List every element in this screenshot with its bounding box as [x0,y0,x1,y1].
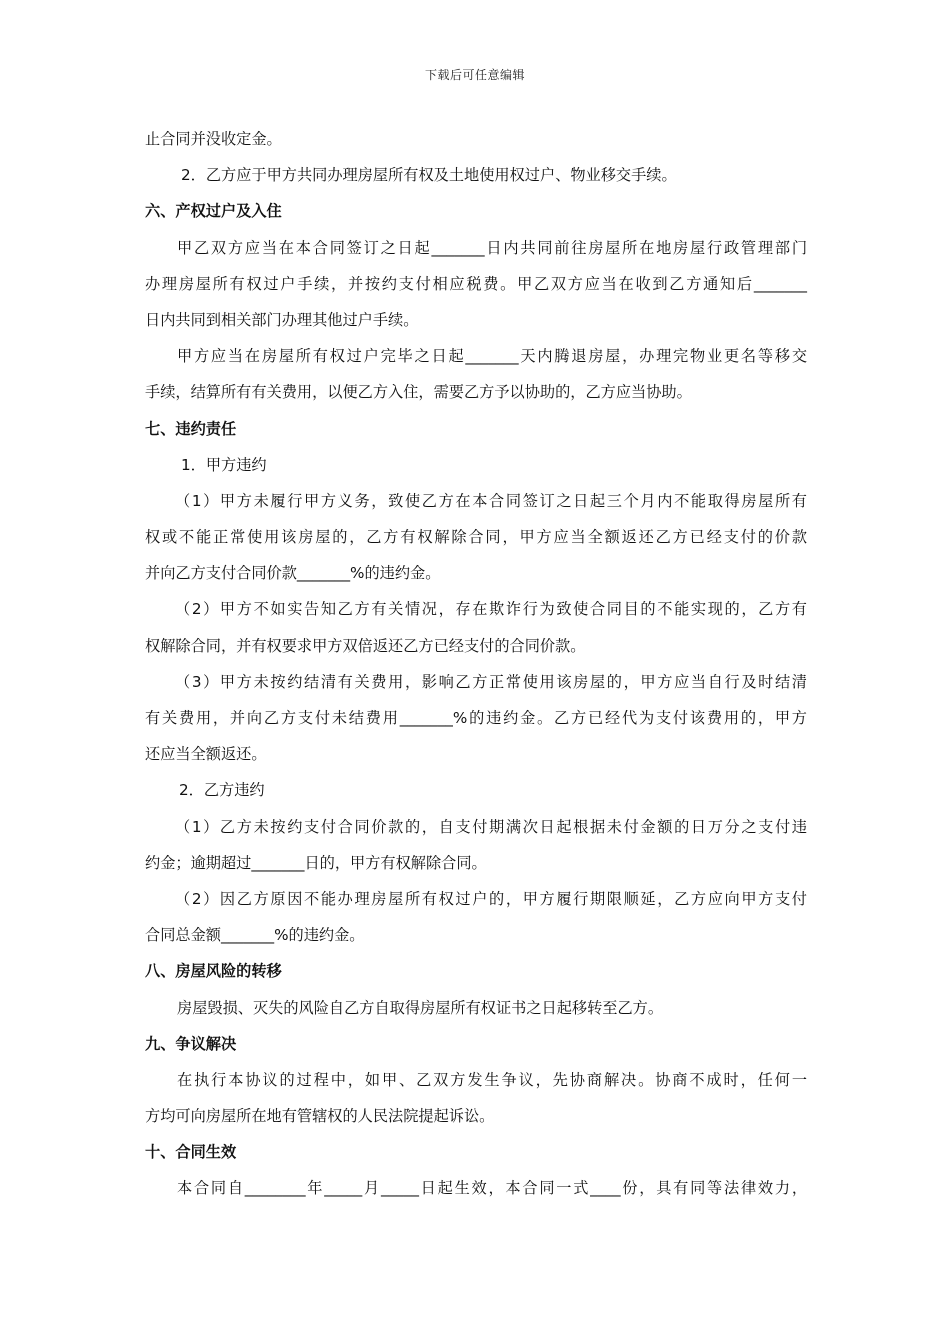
paragraph-line: 日内共同到相关部门办理其他过户手续。 [145,310,419,329]
paragraph-line: 手续，结算所有有关费用，以便乙方入住，需要乙方予以协助的，乙方应当协助。 [145,383,692,402]
paragraph-line: （3）甲方未按约结清有关费用，影响乙方正常使用该房屋的，甲方应当自行及时结清 [175,672,807,691]
page-header-note: 下载后可任意编辑 [424,68,525,82]
paragraph-line: 并向乙方支付合同价款_______%的违约金。 [145,564,441,583]
paragraph-line: 2．乙方应于甲方共同办理房屋所有权及土地使用权过户、物业移交手续。 [181,166,677,185]
paragraph-line: （2）甲方不如实告知乙方有关情况，存在欺诈行为致使合同目的不能实现的，乙方有 [175,600,807,619]
paragraph-line: （1）甲方未履行甲方义务，致使乙方在本合同签订之日起三个月内不能取得房屋所有 [175,491,807,510]
paragraph-line: 约金；逾期超过_______日的，甲方有权解除合同。 [145,853,487,872]
document-body [145,126,807,1212]
paragraph-line: 1．甲方违约 [181,455,267,474]
paragraph-line: 方均可向房屋所在地有管辖权的人民法院提起诉讼。 [145,1107,495,1126]
paragraph-line: 办理房屋所有权过户手续，并按约支付相应税费。甲乙双方应当在收到乙方通知后_______ [145,274,807,293]
paragraph-line: 权解除合同，并有权要求甲方双倍返还乙方已经支付的合同价款。 [145,636,586,655]
paragraph-line: 甲方应当在房屋所有权过户完毕之日起_______天内腾退房屋，办理完物业更名等移交 [177,347,807,366]
section-heading: 八、房屋风险的转移 [145,962,282,981]
paragraph-line: 合同总金额_______%的违约金。 [145,926,365,945]
paragraph-line: 2．乙方违约 [179,781,265,800]
paragraph-line: 房屋毁损、灭失的风险自乙方自取得房屋所有权证书之日起移转至乙方。 [177,998,663,1017]
paragraph-line: 在执行本协议的过程中，如甲、乙双方发生争议，先协商解决。协商不成时，任何一 [177,1070,807,1089]
paragraph-line: （1）乙方未按约支付合同价款的，自支付期满次日起根据未付金额的日万分之支付违 [175,817,807,836]
section-heading: 七、违约责任 [145,419,237,438]
paragraph-line: 甲乙双方应当在本合同签订之日起_______日内共同前往房屋所在地房屋行政管理部门 [177,238,807,257]
paragraph-line: 止合同并没收定金。 [145,130,282,148]
paragraph-line: （2）因乙方原因不能办理房屋所有权过户的，甲方履行期限顺延，乙方应向甲方支付 [175,889,807,908]
paragraph-line: 有关费用，并向乙方支付未结费用_______%的违约金。乙方已经代为支付该费用的，甲方 [145,709,807,727]
section-heading: 六、产权过户及入住 [145,202,282,221]
paragraph-line: 本合同自________年_____月_____日起生效，本合同一式____份，具有同等法律效力， [177,1179,807,1198]
paragraph-line: 权或不能正常使用该房屋的，乙方有权解除合同，甲方应当全额返还乙方已经支付的价款 [145,528,807,547]
section-heading: 十、合同生效 [145,1143,237,1162]
paragraph-line: 还应当全额返还。 [145,745,267,764]
section-heading: 九、争议解决 [145,1034,237,1053]
